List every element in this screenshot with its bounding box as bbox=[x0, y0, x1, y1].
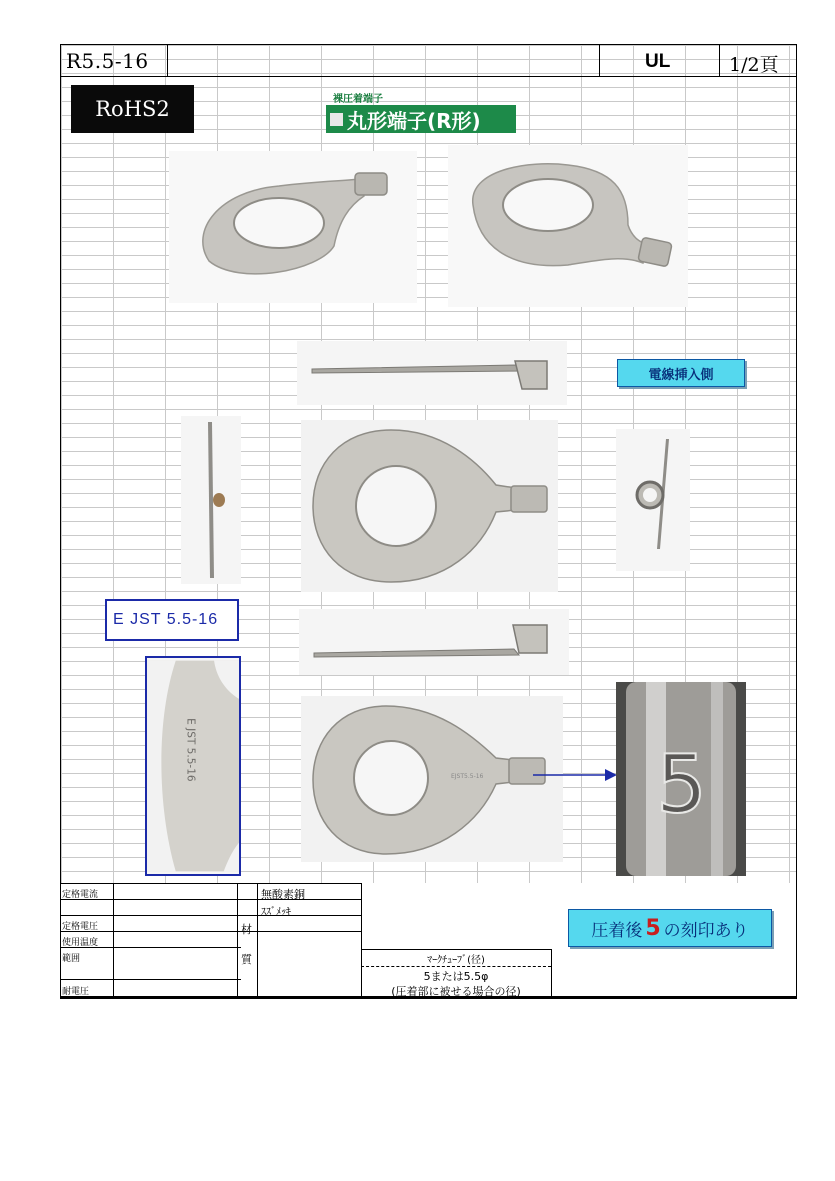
arrow-right-icon bbox=[533, 767, 617, 781]
svg-text:E JST 5.5-16: E JST 5.5-16 bbox=[184, 718, 197, 782]
svg-text:5: 5 bbox=[656, 738, 707, 831]
crimp-marking-note bbox=[568, 909, 772, 947]
product-title bbox=[326, 105, 516, 133]
square-bullet-icon bbox=[330, 113, 343, 126]
terminal-photo-front-view bbox=[301, 420, 558, 592]
material-label-2: 質 bbox=[241, 953, 252, 966]
crimp-note-suffix: の刻印あり bbox=[663, 920, 749, 941]
marking-label: E JST 5.5-16 bbox=[105, 599, 239, 641]
product-subtitle: 裸圧着端子 bbox=[333, 94, 383, 105]
terminal-photo-edge-view bbox=[181, 416, 241, 584]
operating-temp-label: 使用温度 bbox=[62, 938, 99, 948]
terminal-photo-side-profile bbox=[297, 341, 567, 405]
rated-current-label: 定格電流 bbox=[62, 890, 99, 900]
page-number: 1/2頁 bbox=[729, 54, 779, 76]
material-value: 無酸素銅 bbox=[261, 888, 305, 901]
terminal-photo-perspective-right bbox=[448, 145, 688, 307]
mark-tube-header: ﾏｰｸﾁｭｰﾌﾞ(径) bbox=[361, 951, 551, 967]
crimp-note-prefix: 圧着後 bbox=[591, 920, 643, 941]
header-divider-v bbox=[599, 45, 600, 77]
ul-mark: UL bbox=[645, 51, 671, 72]
rated-voltage-label: 定格電圧 bbox=[62, 922, 99, 932]
withstand-voltage-label: 耐電圧 bbox=[62, 987, 90, 997]
range-label: 範囲 bbox=[62, 954, 81, 964]
marking-zoom-photo bbox=[145, 656, 241, 876]
crimp-number-photo bbox=[616, 682, 746, 876]
mark-tube-value: 5または5.5φ bbox=[423, 970, 489, 983]
product-title-text: 丸形端子(R形) bbox=[347, 108, 481, 133]
wire-insertion-side-label: 電線挿入側 bbox=[617, 359, 745, 387]
terminal-photo-end-view bbox=[616, 429, 690, 571]
material-label-1: 材 bbox=[241, 923, 252, 936]
terminal-photo-perspective-left bbox=[169, 151, 417, 303]
terminal-photo-side-profile-2 bbox=[299, 609, 569, 675]
part-number: R5.5-16 bbox=[66, 49, 149, 73]
svg-text:EJST5.5-16: EJST5.5-16 bbox=[451, 773, 484, 780]
terminal-photo-front-view-marked bbox=[301, 696, 563, 862]
header-divider bbox=[61, 76, 796, 77]
spec-sheet bbox=[60, 44, 797, 999]
mark-tube-note: (圧着部に被せる場合の径) bbox=[391, 985, 521, 998]
header-divider-v bbox=[167, 45, 168, 77]
plating-value: ｽｽﾞﾒｯｷ bbox=[261, 907, 291, 918]
header-divider-v bbox=[719, 45, 720, 77]
rohs-badge: RoHS2 bbox=[71, 85, 194, 133]
crimp-note-number: 5 bbox=[645, 915, 661, 941]
